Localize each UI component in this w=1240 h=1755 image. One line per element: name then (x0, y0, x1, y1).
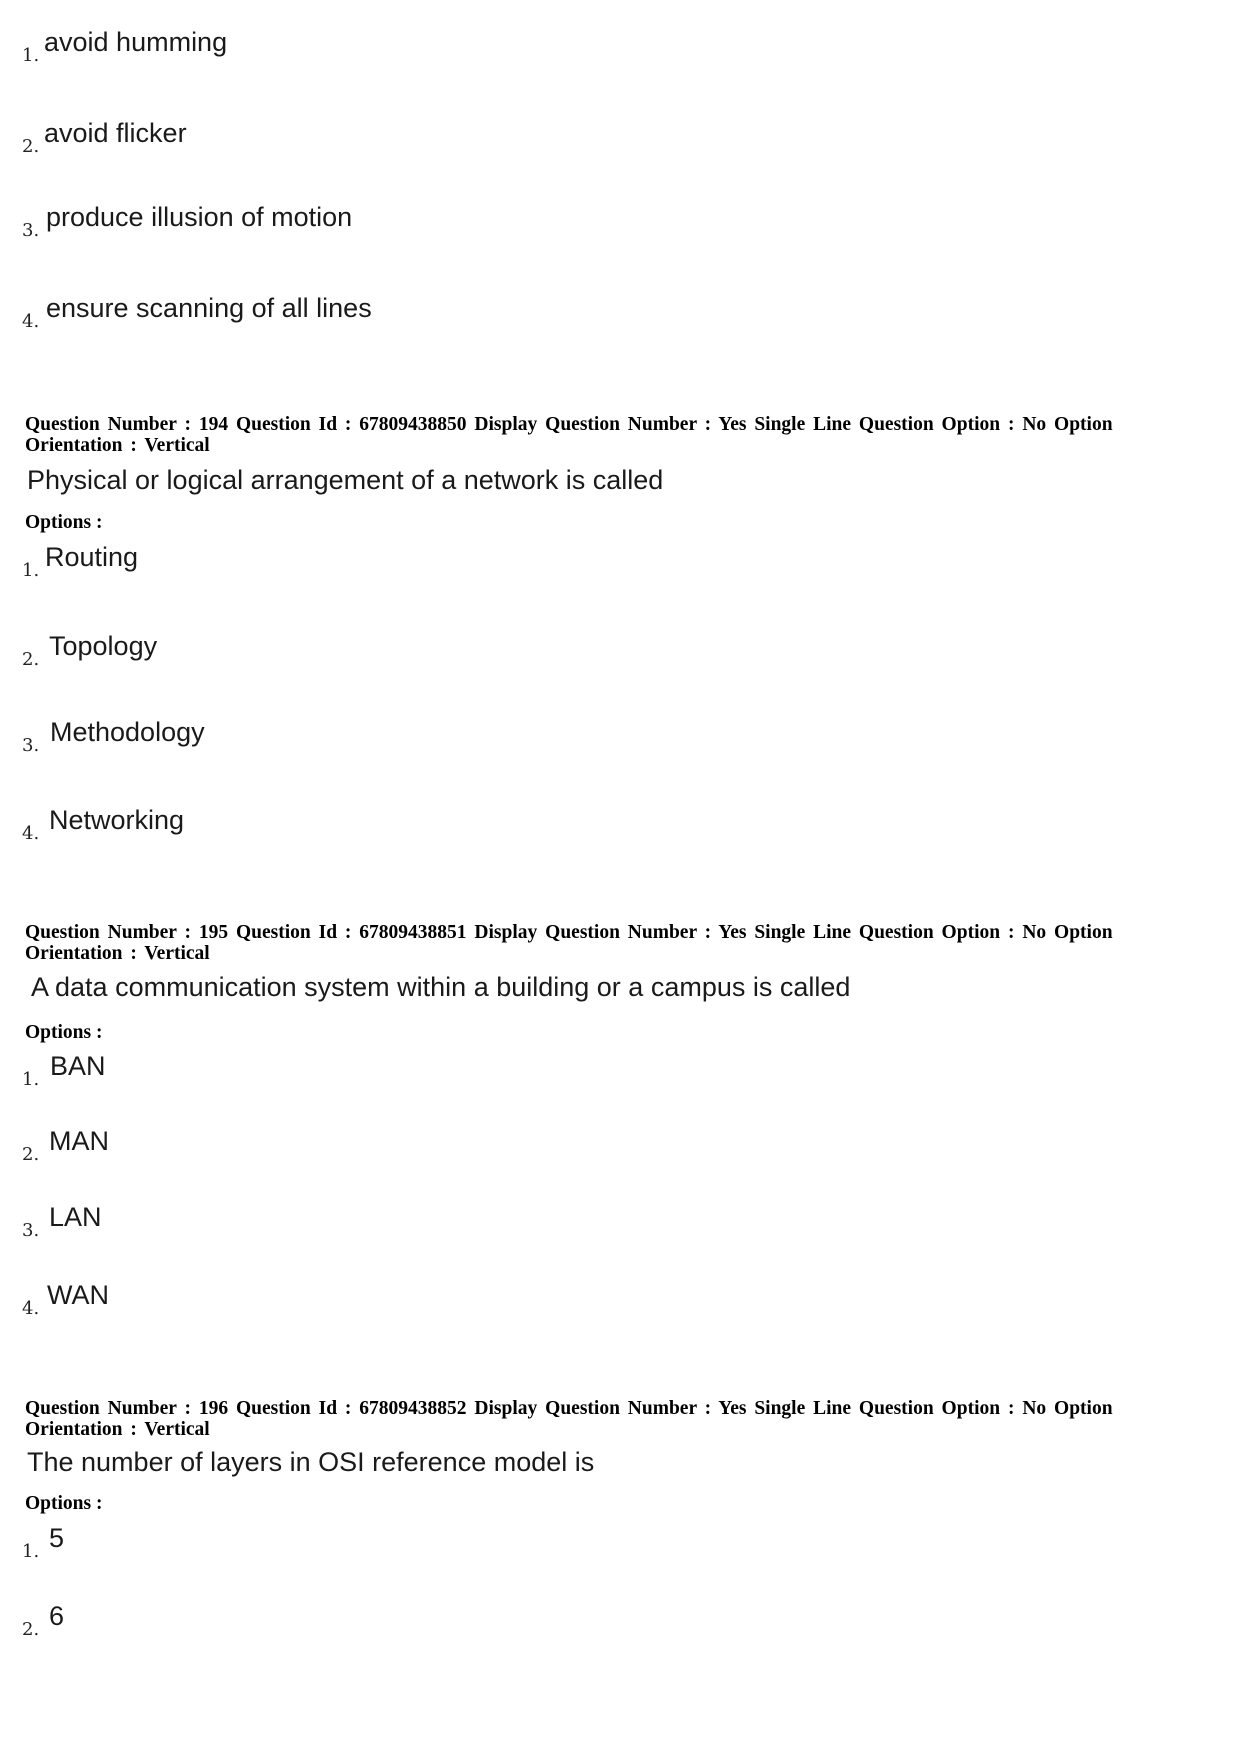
option-text: Topology (49, 631, 158, 661)
options-label: Options : (25, 512, 103, 533)
option-text: MAN (49, 1126, 109, 1156)
option-text: avoid humming (44, 27, 228, 57)
option-text: Routing (45, 542, 139, 572)
option-number: 3. (22, 220, 40, 241)
option-number: 1. (22, 1069, 40, 1090)
option-text: 5 (49, 1523, 65, 1553)
option-number: 1. (22, 1541, 40, 1562)
option-text: Methodology (50, 717, 205, 747)
option-text: WAN (47, 1280, 109, 1310)
option-text: avoid flicker (44, 118, 187, 148)
option-number: 2. (22, 136, 40, 157)
options-label: Options : (25, 1022, 103, 1043)
option-number: 2. (22, 1144, 40, 1165)
option-number: 2. (22, 1619, 40, 1640)
question-meta: Question Number : 194 Question Id : 67809438850 Display Question Number : Yes Single Line Question Option : No Option Orientation : Vertical (25, 414, 1113, 456)
option-number: 4. (22, 823, 40, 844)
option-number: 2. (22, 649, 40, 670)
option-text: BAN (50, 1051, 106, 1081)
option-text: 6 (49, 1601, 65, 1631)
question-meta: Question Number : 195 Question Id : 67809438851 Display Question Number : Yes Single Line Question Option : No Option Orientation : Vertical (25, 922, 1113, 964)
option-number: 1. (22, 45, 40, 66)
option-text: LAN (49, 1202, 102, 1232)
option-number: 3. (22, 735, 40, 756)
question-text: A data communication system within a building or a campus is called (31, 972, 851, 1002)
option-number: 4. (22, 1298, 40, 1319)
question-text: The number of layers in OSI reference model is (27, 1447, 595, 1477)
options-label: Options : (25, 1493, 103, 1514)
option-number: 4. (22, 311, 40, 332)
option-number: 1. (22, 560, 40, 581)
question-meta: Question Number : 196 Question Id : 67809438852 Display Question Number : Yes Single Line Question Option : No Option Orientation : Vertical (25, 1398, 1113, 1440)
option-text: Networking (49, 805, 185, 835)
option-text: ensure scanning of all lines (46, 293, 372, 323)
question-text: Physical or logical arrangement of a network is called (27, 465, 664, 495)
option-number: 3. (22, 1220, 40, 1241)
option-text: produce illusion of motion (46, 202, 353, 232)
